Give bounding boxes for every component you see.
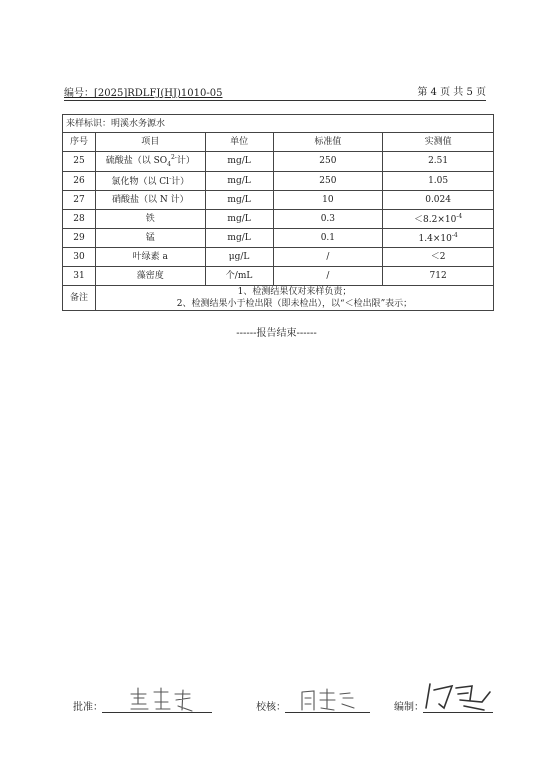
- measured-value: 1.05: [428, 175, 449, 186]
- table-row: [63, 171, 494, 190]
- row-unit: mg/L: [205, 171, 273, 190]
- measured-exponent: -4: [456, 213, 463, 221]
- row-measured: [383, 152, 494, 172]
- notes-row: [63, 285, 494, 310]
- measured-value: ＜8.2×10: [414, 215, 457, 226]
- results-table: [62, 114, 494, 311]
- review-label: 校核：: [256, 702, 286, 713]
- document-header: [64, 82, 486, 101]
- row-unit: mg/L: [205, 228, 273, 247]
- row-standard: 0.3: [273, 209, 383, 228]
- row-item: [95, 266, 205, 285]
- item-name: 藻密度: [136, 270, 164, 281]
- row-unit: mg/L: [205, 209, 273, 228]
- row-standard: 250: [273, 171, 383, 190]
- col-header-unit: 单位: [205, 133, 273, 152]
- col-header-item: 项目: [95, 133, 205, 152]
- row-measured: [383, 228, 494, 247]
- table-row: [63, 266, 494, 285]
- row-measured: [383, 190, 494, 209]
- measured-value: 0.024: [425, 194, 451, 205]
- row-no: 25: [63, 152, 96, 172]
- measured-value: 2.51: [428, 156, 449, 167]
- document-number: 编号：[2025]RDLFJ(HJ)1010-05: [64, 88, 223, 99]
- item-superscript: -: [169, 175, 172, 183]
- sample-label: 来样标识：明溪水务源水: [63, 115, 494, 133]
- table-row: [63, 228, 494, 247]
- row-unit: μg/L: [205, 247, 273, 266]
- row-measured: [383, 266, 494, 285]
- col-header-standard: 标准值: [273, 133, 383, 152]
- row-no: 30: [63, 247, 96, 266]
- row-unit: mg/L: [205, 190, 273, 209]
- row-item: [95, 190, 205, 209]
- col-header-no: 序号: [63, 133, 96, 152]
- compile-signature: [424, 678, 494, 718]
- approve-label: 批准：: [73, 702, 103, 713]
- item-name: 硝酸盐（以 N 计）: [111, 194, 189, 205]
- table-row: [63, 190, 494, 209]
- report-end: ------报告结束------: [236, 328, 317, 339]
- row-no: 28: [63, 209, 96, 228]
- row-unit: mg/L: [205, 152, 273, 172]
- item-name: 叶绿素 a: [132, 251, 168, 262]
- item-superscript: 2-: [170, 154, 177, 161]
- note-line: 2、检测结果小于检出限（即未检出），以“＜检出限”表示；: [176, 298, 413, 309]
- item-name: 硫酸盐（以 SO: [105, 156, 168, 166]
- row-item: [95, 209, 205, 228]
- sample-row: [63, 115, 494, 133]
- row-measured: [383, 209, 494, 228]
- notes-label: 备注: [63, 285, 96, 310]
- notes-content: [95, 285, 493, 310]
- item-tail: 计）: [176, 156, 195, 166]
- page-number: 第 4 页 共 5 页: [417, 87, 486, 98]
- note-line: 1、检测结果仅对来样负责；: [237, 286, 352, 297]
- item-name: 氯化物（以 Cl: [111, 177, 170, 188]
- table-row: [63, 209, 494, 228]
- row-no: 29: [63, 228, 96, 247]
- item-subscript: 4: [167, 160, 171, 168]
- review-signature: [298, 684, 358, 718]
- row-item: [95, 152, 205, 172]
- item-tail: 计）: [171, 177, 190, 188]
- header-row: [63, 133, 494, 152]
- row-measured: [383, 171, 494, 190]
- measured-exponent: -4: [451, 232, 458, 240]
- col-header-measured: 实测值: [383, 133, 494, 152]
- measured-value: ＜2: [430, 251, 446, 262]
- table-row: [63, 152, 494, 172]
- row-item: [95, 247, 205, 266]
- item-name: 铁: [145, 213, 155, 224]
- measured-value: 712: [429, 270, 447, 281]
- row-item: [95, 228, 205, 247]
- row-standard: /: [273, 247, 383, 266]
- table-row: [63, 247, 494, 266]
- row-no: 26: [63, 171, 96, 190]
- row-standard: /: [273, 266, 383, 285]
- row-standard: 0.1: [273, 228, 383, 247]
- row-unit: 个/mL: [205, 266, 273, 285]
- approve-signature: [128, 684, 198, 718]
- row-no: 31: [63, 266, 96, 285]
- row-standard: 250: [273, 152, 383, 172]
- measured-value: 1.4×10: [418, 234, 452, 245]
- compile-label: 编制：: [394, 702, 424, 713]
- row-no: 27: [63, 190, 96, 209]
- row-measured: [383, 247, 494, 266]
- row-item: [95, 171, 205, 190]
- item-name: 锰: [145, 232, 155, 243]
- row-standard: 10: [273, 190, 383, 209]
